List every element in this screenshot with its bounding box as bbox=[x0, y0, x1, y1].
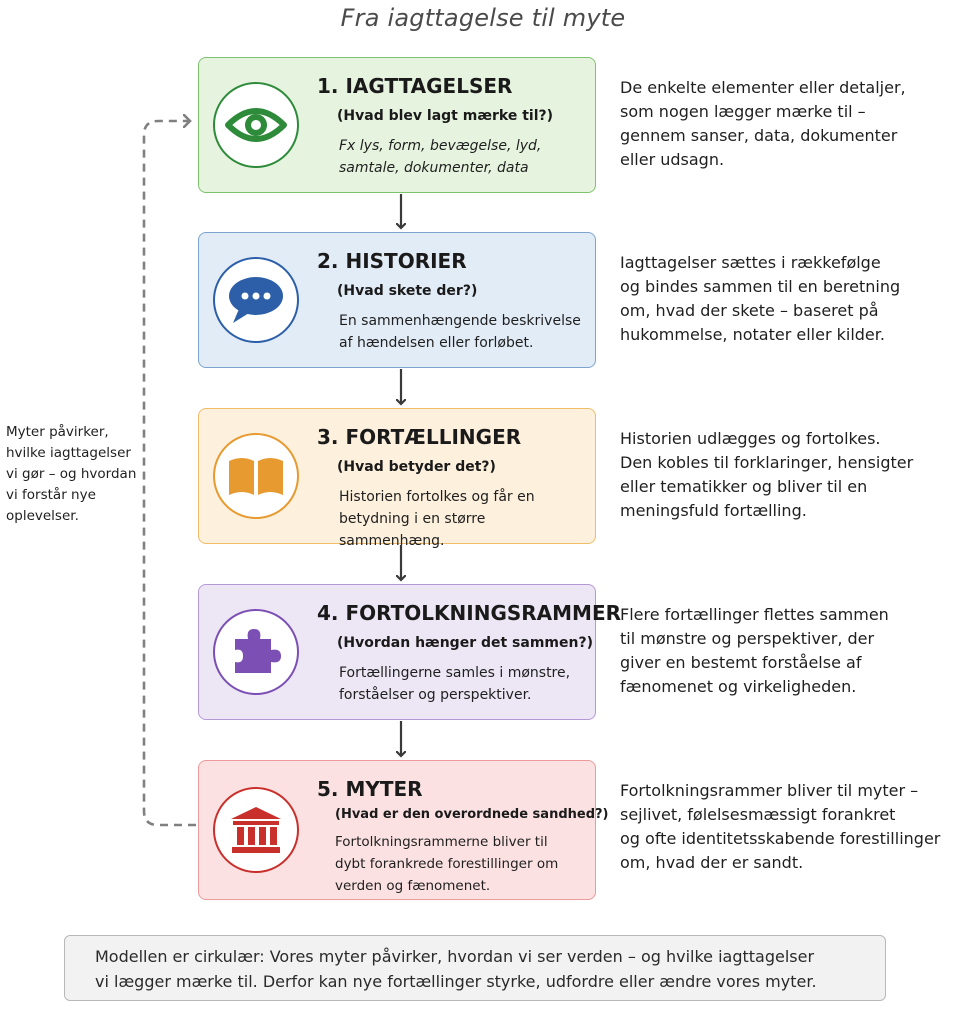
step-3-description: Historien udlægges og fortolkes. Den kobles til forklaringer, hensigter eller tematikker og bliver til en meningsfuld fortælling. bbox=[620, 429, 914, 520]
eye-icon bbox=[225, 105, 287, 145]
step-2-body: En sammenhængende beskrivelse af hændelsen eller forløbet. bbox=[339, 313, 581, 351]
icon-circle-1 bbox=[213, 82, 299, 168]
step-5-description: Fortolkningsrammer bliver til myter – sejlivet, følelsesmæssigt forankret og ofte identitetsskabende forestillinger om, hvad der er sandt. bbox=[620, 781, 941, 872]
step-4-box bbox=[198, 584, 622, 720]
step-1-question: (Hvad blev lagt mærke til?) bbox=[337, 108, 554, 124]
step-4-question: (Hvordan hænger det sammen?) bbox=[337, 635, 593, 651]
step-5-box bbox=[198, 760, 609, 900]
step-5-body: Fortolkningsrammerne bliver til dybt forankrede forestillinger om verden og fænomenet. bbox=[335, 834, 559, 894]
step-2-box bbox=[198, 232, 596, 368]
step-1-body: Fx lys, form, bevægelse, lyd, samtale, dokumenter, data bbox=[339, 138, 542, 176]
step-3-title: 3. FORTÆLLINGER bbox=[317, 425, 522, 449]
step-5-title: 5. MYTER bbox=[317, 777, 423, 801]
diagram-title: Fra iagttagelse til myte bbox=[340, 4, 626, 32]
puzzle-piece-icon bbox=[229, 625, 283, 679]
icon-circle-5 bbox=[213, 787, 299, 873]
speech-bubble-icon bbox=[227, 275, 285, 325]
step-1-description: De enkelte elementer eller detaljer, som nogen lægger mærke til – gennem sanser, data, dokumenter eller udsagn. bbox=[620, 78, 906, 169]
open-book-icon bbox=[227, 455, 285, 497]
step-3-box bbox=[198, 408, 596, 549]
icon-circle-3 bbox=[213, 433, 299, 519]
step-2-question: (Hvad skete der?) bbox=[337, 283, 478, 299]
step-3-body: Historien fortolkes og får en betydning i en større sammenhæng. bbox=[339, 489, 535, 549]
step-3-question: (Hvad betyder det?) bbox=[337, 459, 496, 475]
feedback-loop-arrow bbox=[144, 121, 196, 825]
step-4-description: Flere fortællinger flettes sammen til mønstre og perspektiver, der giver en bestemt forståelse af fænomenet og virkeligheden. bbox=[620, 605, 889, 696]
temple-icon bbox=[229, 805, 283, 855]
step-1-title: 1. IAGTTAGELSER bbox=[317, 74, 513, 98]
step-4-title: 4. FORTOLKNINGSRAMMER bbox=[317, 601, 622, 625]
icon-circle-4 bbox=[213, 609, 299, 695]
step-5-question: (Hvad er den overordnede sandhed?) bbox=[335, 807, 609, 822]
feedback-note: Myter påvirker, hvilke iagttagelser vi gør – og hvordan vi forstår nye oplevelser. bbox=[6, 424, 137, 524]
step-1-box bbox=[198, 57, 596, 193]
footer-note: Modellen er cirkulær: Vores myter påvirker, hvordan vi ser verden – og hvilke iagttagelser vi lægger mærke til. Derfor kan nye fortællinger styrke, udfordre eller ændre vores myter. bbox=[64, 935, 886, 1001]
icon-circle-2 bbox=[213, 257, 299, 343]
step-2-description: Iagttagelser sættes i rækkefølge og bindes sammen til en beretning om, hvad der skete – baseret på hukommelse, notater eller kilder. bbox=[620, 253, 901, 344]
step-2-title: 2. HISTORIER bbox=[317, 249, 467, 273]
step-4-body: Fortællingerne samles i mønstre, forståelser og perspektiver. bbox=[339, 665, 571, 703]
